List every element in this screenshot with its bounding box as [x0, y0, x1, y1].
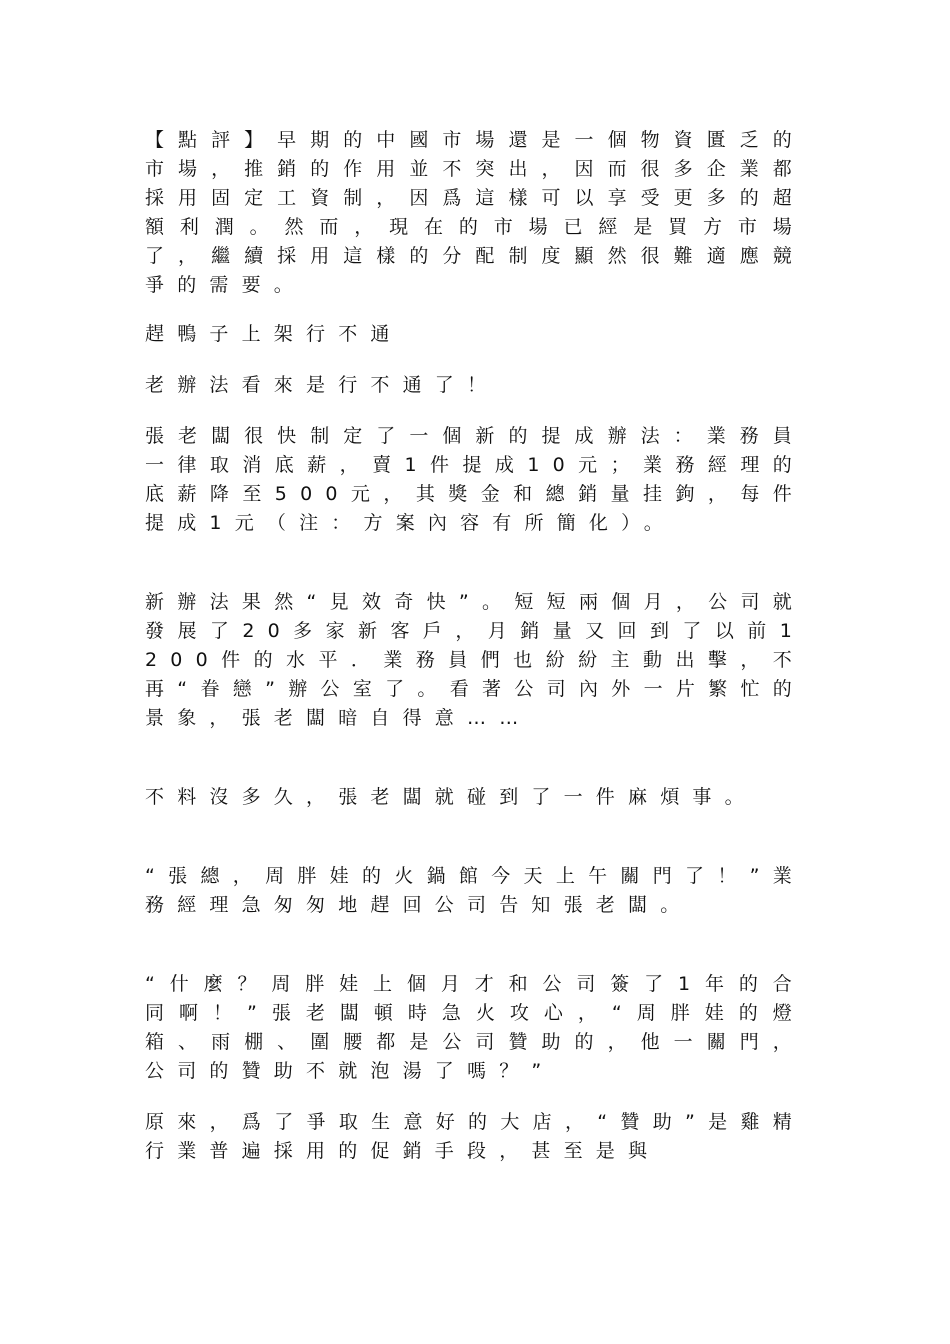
paragraph-new-commission-plan: 張老闆很快制定了一個新的提成辦法：業務員一律取消底薪，賣1件提成10元；業務經理的底薪降至500元，其獎金和總銷量挂鉤，每件提成1元（注：方案內容有所簡化）。 [145, 425, 805, 534]
section-heading: 趕鴨子上架行不通 [145, 323, 403, 345]
paragraph-commentary: 【點評】早期的中國市場還是一個物資匱乏的市場，推銷的作用並不突出，因而很多企業都採用固定工資制，因爲這樣可以享受更多的超額利潤。然而，現在的市場已經是買方市場了，繼續採用這樣的分配制度顯然很難適應競爭的需要。 [145, 129, 805, 296]
paragraph-manager-report: “張總，周胖娃的火鍋館今天上午關門了！”業務經理急匆匆地趕回公司告知張老闆。 [145, 865, 805, 916]
paragraph-trouble: 不料沒多久，張老闆就碰到了一件麻煩事。 [145, 786, 757, 808]
paragraph-old-method: 老辦法看來是行不通了！ [145, 374, 500, 396]
paragraph-boss-reaction: “什麼？周胖娃上個月才和公司簽了1年的合同啊！”張老闆頓時急火攻心，“周胖娃的燈箱、雨棚、圍腰都是公司贊助的，他一關門，公司的贊助不就泡湯了嗎？” [145, 973, 805, 1082]
paragraph-sponsorship: 原來，爲了爭取生意好的大店，“贊助”是雞精行業普遍採用的促銷手段，甚至是與 [145, 1111, 805, 1162]
paragraph-results: 新辦法果然“見效奇快”。短短兩個月，公司就發展了20多家新客戶，月銷量又回到了以前1200件的水平．業務員們也紛紛主動出擊，不再“眷戀”辦公室了。看著公司內外一片繁忙的景象，張老闆暗自得意…… [145, 591, 805, 729]
